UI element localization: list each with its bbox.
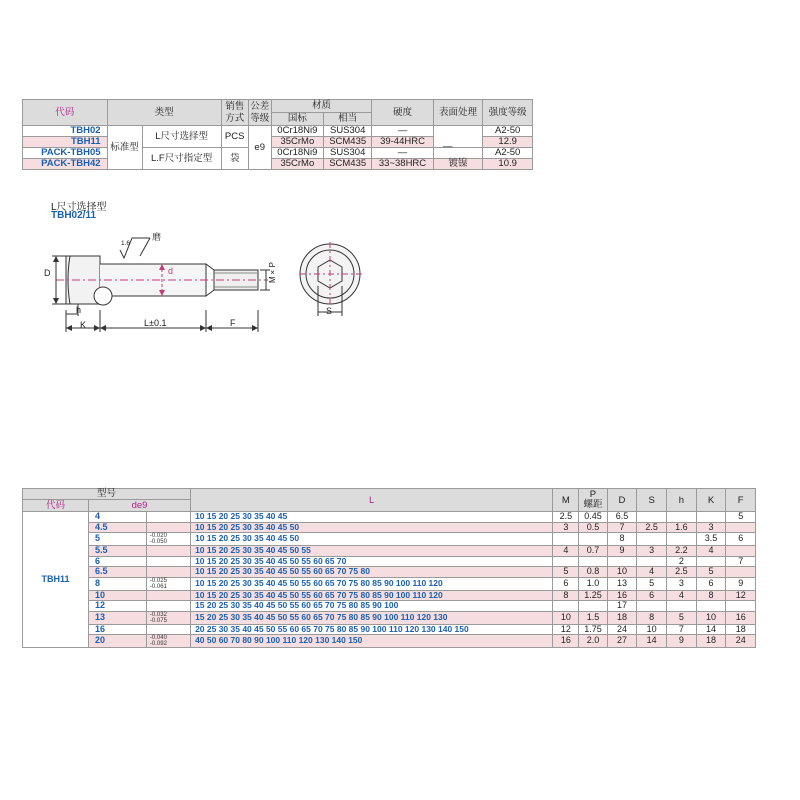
spec-eq: SCM435 xyxy=(324,159,372,170)
l-values: 20 25 30 35 40 45 50 55 60 65 70 75 80 85 90 100 110 120 130 140 150 xyxy=(191,624,553,635)
h-value: 2.5 xyxy=(667,567,697,578)
spec-eq: SUS304 xyxy=(324,148,372,159)
spec-std-type: 标准型 xyxy=(107,126,142,170)
table-row xyxy=(23,590,756,601)
label-M: M×P xyxy=(268,262,277,283)
d-tolerance: -0.040 -0.092 xyxy=(146,635,190,648)
p-value: 1.5 xyxy=(579,611,607,624)
header-model: 型号 xyxy=(23,489,191,500)
spec-gb: 0Cr18Ni9 xyxy=(271,148,323,159)
d-size: 12 xyxy=(89,601,147,612)
m-value xyxy=(553,556,579,567)
d-tolerance xyxy=(146,556,190,567)
f-value xyxy=(726,546,756,557)
spec-eq: SCM435 xyxy=(324,137,372,148)
drawing-subtitle: TBH02/11 xyxy=(51,210,97,221)
bolt-drawing xyxy=(0,220,800,370)
k-value xyxy=(696,556,726,567)
s-value: 10 xyxy=(637,624,667,635)
table-row xyxy=(23,522,756,533)
f-value: 12 xyxy=(726,590,756,601)
s-value xyxy=(637,512,667,523)
h-value xyxy=(667,533,697,546)
table-row xyxy=(23,533,756,546)
s-value xyxy=(637,601,667,612)
s-value: 6 xyxy=(637,590,667,601)
table-row xyxy=(23,577,756,590)
l-values: 10 15 20 25 30 35 40 45 xyxy=(191,512,553,523)
h-value: 3 xyxy=(667,577,697,590)
h-value: 4 xyxy=(667,590,697,601)
d-size: 16 xyxy=(89,624,147,635)
d-head: 7 xyxy=(607,522,637,533)
label-d: d xyxy=(168,266,174,276)
m-value: 5 xyxy=(553,567,579,578)
l-values: 15 20 25 30 35 40 45 50 55 60 65 70 75 80 85 90 100 110 120 130 xyxy=(191,611,553,624)
m-value xyxy=(553,533,579,546)
d-tolerance xyxy=(146,601,190,612)
l-values: 15 20 25 30 35 40 45 50 55 60 65 70 75 80 85 90 100 xyxy=(191,601,553,612)
d-tolerance: -0.025 -0.061 xyxy=(146,577,190,590)
header-code: 代码 xyxy=(23,100,108,126)
spec-subtype: L.F尺寸指定型 xyxy=(142,148,221,170)
s-value: 4 xyxy=(637,567,667,578)
s-value: 14 xyxy=(637,635,667,648)
table-row xyxy=(23,546,756,557)
k-value: 18 xyxy=(696,635,726,648)
spec-surface xyxy=(433,148,483,159)
spec-tolerance: e9 xyxy=(248,126,271,170)
spec-table xyxy=(22,99,533,170)
f-value xyxy=(726,567,756,578)
k-value xyxy=(696,512,726,523)
d-tolerance: -0.032 -0.075 xyxy=(146,611,190,624)
d-tolerance xyxy=(146,590,190,601)
header-type: 类型 xyxy=(107,100,221,126)
m-value: 6 xyxy=(553,577,579,590)
f-value: 18 xyxy=(726,624,756,635)
spec-surface xyxy=(433,126,483,148)
f-value xyxy=(726,522,756,533)
d-tolerance xyxy=(146,522,190,533)
header-tolerance: 公差等级 xyxy=(250,100,270,124)
table-row xyxy=(23,556,756,567)
m-value: 12 xyxy=(553,624,579,635)
d-tolerance: -0.020 -0.050 xyxy=(146,533,190,546)
p-value: 1.25 xyxy=(579,590,607,601)
header-h: h xyxy=(667,489,697,512)
d-size: 4.5 xyxy=(89,522,147,533)
d-size: 20 xyxy=(89,635,147,648)
spec-code: TBH02 xyxy=(23,126,108,137)
f-value: 6 xyxy=(726,533,756,546)
header-L: L xyxy=(191,489,553,512)
spec-sales: PCS xyxy=(221,126,248,148)
k-value: 3 xyxy=(696,522,726,533)
l-values: 10 15 20 25 30 35 40 45 50 55 60 65 70 75 80 xyxy=(191,567,553,578)
spec-hardness: 33~38HRC xyxy=(372,159,433,170)
d-size: 6.5 xyxy=(89,567,147,578)
d-head: 13 xyxy=(607,577,637,590)
spec-hardness: 39-44HRC xyxy=(372,137,433,148)
p-value: 0.5 xyxy=(579,522,607,533)
d-size: 8 xyxy=(89,577,147,590)
table-row xyxy=(23,624,756,635)
spec-hardness: — xyxy=(372,126,433,137)
header-S: S xyxy=(637,489,667,512)
spec-gb: 35CrMo xyxy=(271,159,323,170)
d-head: 24 xyxy=(607,624,637,635)
header-sales: 销售方式 xyxy=(221,100,248,126)
d-head: 27 xyxy=(607,635,637,648)
spec-subtype: L尺寸选择型 xyxy=(142,126,221,148)
spec-sales: 袋 xyxy=(221,148,248,170)
h-value: 1.6 xyxy=(667,522,697,533)
spec-strength: 10.9 xyxy=(483,159,533,170)
h-value: 9 xyxy=(667,635,697,648)
p-value: 0.7 xyxy=(579,546,607,557)
label-S: S xyxy=(326,306,333,316)
d-head xyxy=(607,556,637,567)
table-row xyxy=(23,567,756,578)
m-value: 4 xyxy=(553,546,579,557)
label-K: K xyxy=(80,320,87,330)
drawing-title: L尺寸选择型 xyxy=(51,202,107,213)
header-surface: 表面处理 xyxy=(433,100,483,126)
k-value: 4 xyxy=(696,546,726,557)
l-values: 10 15 20 25 30 35 40 45 50 55 xyxy=(191,546,553,557)
spec-code: TBH11 xyxy=(23,137,108,148)
table-row xyxy=(23,512,756,523)
s-value: 5 xyxy=(637,577,667,590)
header-material: 材质 xyxy=(271,100,372,113)
k-value: 6 xyxy=(696,577,726,590)
m-value: 3 xyxy=(553,522,579,533)
f-value: 9 xyxy=(726,577,756,590)
label-F: F xyxy=(230,318,236,328)
d-size: 4 xyxy=(89,512,147,523)
label-roughness: 1.6 xyxy=(121,240,131,247)
spec-gb: 0Cr18Ni9 xyxy=(271,126,323,137)
table-row xyxy=(23,611,756,624)
d-size: 5.5 xyxy=(89,546,147,557)
header-strength: 强度等级 xyxy=(483,100,533,126)
d-tolerance xyxy=(146,624,190,635)
spec-strength: 12.9 xyxy=(483,137,533,148)
s-value xyxy=(637,533,667,546)
s-value: 3 xyxy=(637,546,667,557)
header-P-sub: 螺距 xyxy=(583,499,603,510)
d-head: 16 xyxy=(607,590,637,601)
p-value: 0.8 xyxy=(579,567,607,578)
m-value: 8 xyxy=(553,590,579,601)
table-row xyxy=(23,601,756,612)
d-size: 5 xyxy=(89,533,147,546)
h-value: 2.2 xyxy=(667,546,697,557)
p-value xyxy=(579,601,607,612)
spec-code: PACK-TBH42 xyxy=(23,159,108,170)
s-value: 8 xyxy=(637,611,667,624)
label-L: L±0.1 xyxy=(144,318,167,328)
d-head: 6.5 xyxy=(607,512,637,523)
h-value: 5 xyxy=(667,611,697,624)
f-value: 24 xyxy=(726,635,756,648)
d-head: 10 xyxy=(607,567,637,578)
f-value xyxy=(726,601,756,612)
spec-code: PACK-TBH05 xyxy=(23,148,108,159)
header-mat-gb: 国标 xyxy=(271,113,323,126)
header-F: F xyxy=(726,489,756,512)
m-value: 2.5 xyxy=(553,512,579,523)
m-value xyxy=(553,601,579,612)
k-value: 8 xyxy=(696,590,726,601)
f-value: 16 xyxy=(726,611,756,624)
m-value: 10 xyxy=(553,611,579,624)
header-P xyxy=(579,489,607,512)
h-value: 2 xyxy=(667,556,697,567)
header-hardness: 硬度 xyxy=(372,100,433,126)
l-values: 10 15 20 25 30 35 40 45 50 55 60 65 70 75 80 85 90 100 110 120 xyxy=(191,577,553,590)
p-value xyxy=(579,533,607,546)
header-code: 代码 xyxy=(23,500,89,512)
spec-strength: A2-50 xyxy=(483,126,533,137)
p-value: 1.0 xyxy=(579,577,607,590)
header-M: M xyxy=(553,489,579,512)
spec-surface-dash: — xyxy=(443,141,453,152)
label-grind: 磨 xyxy=(152,232,162,242)
s-value: 2.5 xyxy=(637,522,667,533)
spec-eq: SUS304 xyxy=(324,126,372,137)
s-value xyxy=(637,556,667,567)
f-value: 5 xyxy=(726,512,756,523)
f-value: 7 xyxy=(726,556,756,567)
d-tolerance xyxy=(146,567,190,578)
spec-gb: 35CrMo xyxy=(271,137,323,148)
header-mat-eq: 相当 xyxy=(324,113,372,126)
spec-strength: A2-50 xyxy=(483,148,533,159)
p-value xyxy=(579,556,607,567)
h-value: 7 xyxy=(667,624,697,635)
label-h: h xyxy=(76,305,82,315)
m-value: 16 xyxy=(553,635,579,648)
k-value: 14 xyxy=(696,624,726,635)
l-values: 40 50 60 70 80 90 100 110 120 130 140 150 xyxy=(191,635,553,648)
table-row xyxy=(23,635,756,648)
l-values: 10 15 20 25 30 35 40 45 50 xyxy=(191,533,553,546)
d-head: 18 xyxy=(607,611,637,624)
p-value: 1.75 xyxy=(579,624,607,635)
header-P-label: P xyxy=(589,489,597,500)
d-head: 17 xyxy=(607,601,637,612)
h-value xyxy=(667,512,697,523)
l-values: 10 15 20 25 30 35 40 45 50 55 60 65 70 xyxy=(191,556,553,567)
d-head: 8 xyxy=(607,533,637,546)
k-value: 5 xyxy=(696,567,726,578)
h-value xyxy=(667,601,697,612)
dimension-table xyxy=(22,488,756,648)
header-D: D xyxy=(607,489,637,512)
header-K: K xyxy=(696,489,726,512)
d-head: 9 xyxy=(607,546,637,557)
d-size: 6 xyxy=(89,556,147,567)
d-tolerance xyxy=(146,546,190,557)
k-value: 10 xyxy=(696,611,726,624)
k-value: 3.5 xyxy=(696,533,726,546)
label-D: D xyxy=(44,268,51,278)
p-value: 0.45 xyxy=(579,512,607,523)
l-values: 10 15 20 25 30 35 40 45 50 55 60 65 70 75 80 85 90 100 110 120 xyxy=(191,590,553,601)
spec-hardness: — xyxy=(372,148,433,159)
d-tolerance xyxy=(146,512,190,523)
l-values: 10 15 20 25 30 35 40 45 50 xyxy=(191,522,553,533)
k-value xyxy=(696,601,726,612)
header-d: de9 xyxy=(89,500,191,512)
d-size: 10 xyxy=(89,590,147,601)
p-value: 2.0 xyxy=(579,635,607,648)
d-size: 13 xyxy=(89,611,147,624)
spec-surface: 镀镍 xyxy=(433,159,483,170)
row-code: TBH11 xyxy=(23,512,89,648)
